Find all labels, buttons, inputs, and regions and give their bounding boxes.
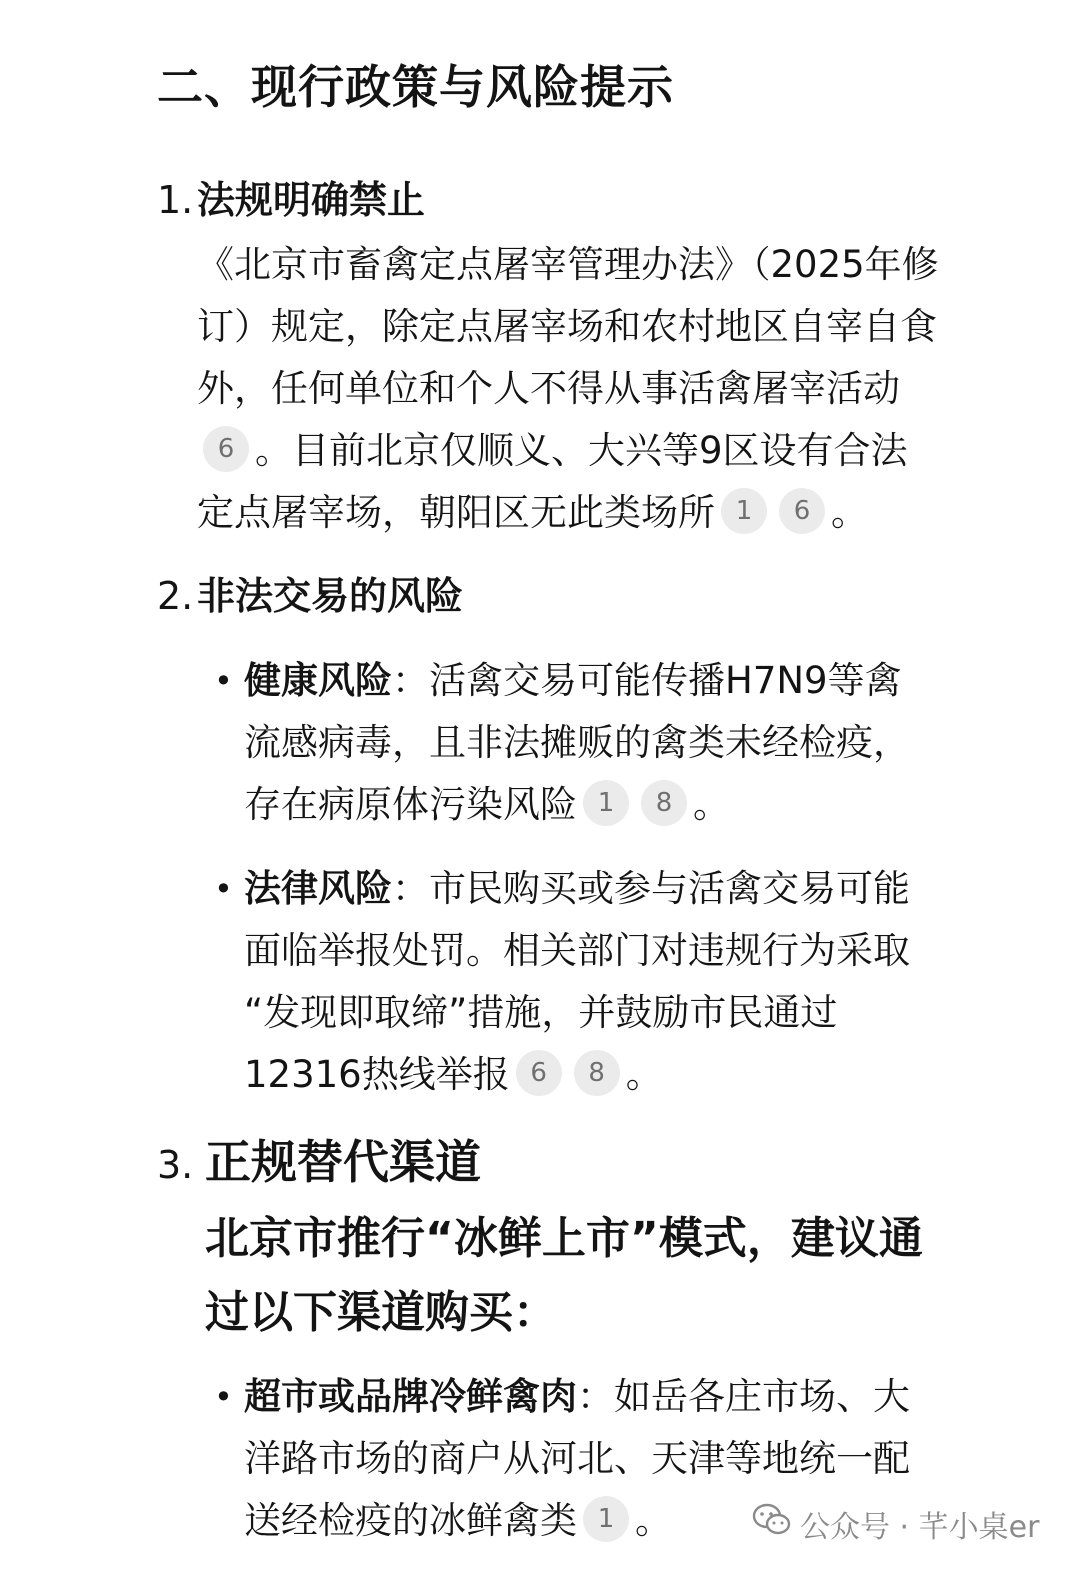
paragraph-line: 洋路市场的商户从河北、天津等地统一配: [244, 1437, 910, 1480]
list-item-2-heading: [157, 568, 463, 624]
bullet-dot: •: [214, 662, 233, 700]
bullet-dot: •: [214, 1378, 233, 1416]
paragraph-text: 定点屠宰场，朝阳区无此类场所: [197, 491, 715, 534]
list-number: 2.: [157, 574, 194, 618]
term-separator: ：: [392, 867, 429, 910]
paragraph-text: 12316热线举报: [244, 1053, 510, 1096]
citation-badge[interactable]: 8: [574, 1050, 620, 1096]
list-item-3-heading: [157, 1134, 481, 1193]
citation-badge[interactable]: 1: [583, 1496, 629, 1542]
list-number: 1.: [157, 178, 194, 222]
paragraph-text: 送经检疫的冰鲜禽类: [244, 1499, 577, 1542]
paragraph-line: 过以下渠道购买：: [205, 1287, 557, 1338]
paragraph-line: “发现即取缔”措施，并鼓励市民通过: [244, 991, 838, 1034]
paragraph-line: [244, 1044, 1044, 1106]
list-item-1-paragraph: [197, 234, 1037, 544]
paragraph-line: 外，任何单位和个人不得从事活禽屠宰活动: [197, 367, 900, 410]
list-item-title: 非法交易的风险: [197, 574, 464, 618]
paragraph-line: [244, 858, 1044, 920]
term-separator: ：: [577, 1375, 614, 1418]
citation-badge[interactable]: 1: [721, 488, 767, 534]
list-item-3-intro: [205, 1202, 1045, 1350]
watermark: [752, 1506, 1039, 1546]
bullet-term: 法律风险: [244, 867, 392, 910]
paragraph-text: 。: [635, 1499, 672, 1542]
bullet-dot: •: [214, 870, 233, 908]
paragraph-line: [244, 650, 1044, 712]
paragraph-text: 如岳各庄市场、大: [614, 1375, 910, 1418]
watermark-text: 公众号 · 芊小桌er: [800, 1510, 1040, 1545]
paragraph-text: 。: [625, 1053, 663, 1096]
paragraph-line: 北京市推行“冰鲜上市”模式，建议通: [205, 1213, 923, 1264]
term-separator: ：: [392, 659, 429, 702]
bullet-term: 超市或品牌冷鲜禽肉: [244, 1375, 577, 1418]
citation-badge[interactable]: 6: [516, 1050, 562, 1096]
list-item-title: 法规明确禁止: [197, 178, 426, 222]
paragraph-text: 市民购买或参与活禽交易可能: [429, 867, 910, 910]
paragraph-line: [244, 1366, 1044, 1428]
wechat-icon: [752, 1503, 792, 1548]
paragraph-text: 活禽交易可能传播H7N9等禽: [429, 659, 902, 702]
citation-badge[interactable]: 1: [583, 780, 629, 826]
paragraph-text: 。: [693, 783, 730, 826]
paragraph-line: 订）规定，除定点屠宰场和农村地区自宰自食: [197, 305, 937, 348]
citation-badge[interactable]: 8: [641, 780, 687, 826]
paragraph-line: 《北京市畜禽定点屠宰管理办法》（2025年修: [197, 243, 939, 286]
paragraph-line: 流感病毒，且非法摊贩的禽类未经检疫，: [244, 721, 910, 764]
paragraph-text: 。目前北京仅顺义、大兴等9区设有合法: [255, 429, 908, 472]
paragraph-line: [197, 482, 1037, 544]
paragraph-line: [197, 420, 1037, 482]
citation-badge[interactable]: 6: [779, 488, 825, 534]
paragraph-line: [244, 774, 1044, 836]
section-title: 二、现行政策与风险提示: [157, 60, 674, 114]
list-item-title: 正规替代渠道: [205, 1135, 481, 1189]
paragraph-text: 存在病原体污染风险: [244, 783, 577, 826]
paragraph-text: 。: [831, 491, 868, 534]
citation-badge[interactable]: 6: [203, 426, 249, 472]
paragraph-line: 面临举报处罚。相关部门对违规行为采取: [244, 929, 910, 972]
list-item-1-heading: [157, 172, 425, 228]
list-number: 3.: [157, 1143, 194, 1187]
bullet-term: 健康风险: [244, 659, 392, 702]
